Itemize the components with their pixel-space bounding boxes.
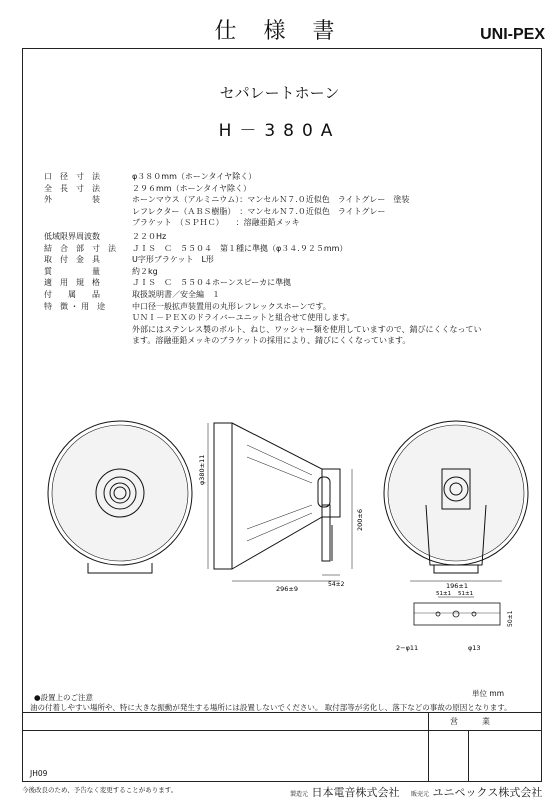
dim-200: 200±6 [356,509,364,531]
spec-label: 取 付 金 具 [44,255,100,265]
spec-value: 中口径一般拡声装置用の丸形レフレックスホーンです。 [132,301,331,311]
spec-value: 約２kg [132,266,158,276]
spec-value: 取扱説明書／安全編 １ [132,290,220,299]
page-title: 仕 様 書 [214,19,345,44]
brand-logo: UNI-PEX [480,26,545,43]
dim-196: 196±1 [446,582,468,590]
spec-label: 質 量 [44,266,100,276]
spec-value: ＵＮＩ－ＰＥＸのドライバーユニットと組合せて使用します。 [132,313,355,323]
side-view [208,423,352,581]
spec-value: レフレクター（ＡＢＳ樹脂） ：マンセルＮ７.０近似色 ライトグレー [132,206,386,216]
spec-label: 特 徴 ・ 用 途 [44,301,106,311]
spec-value: ＪＩＳ Ｃ ５５０４ホーンスピーカに準拠 [132,278,292,288]
maker-line [290,784,542,800]
model-number: H－380A [218,121,341,141]
dim-center: φ13 [468,644,481,652]
unit-label: 単位 mm [472,689,504,698]
dim-51b: 51±1 [458,591,474,597]
spec-value: ホーンマウス（アルミニウム）：マンセルＮ７.０近似色 ライトグレー 塗装 [132,195,410,205]
dim-51a: 51±1 [436,591,452,597]
spec-value: ２９６mm（ホーンタイヤ除く） [132,183,251,193]
doc-code: JH09 [30,769,48,778]
spec-value: ます。溶融亜鉛メッキのブラケットの採用により、錆びにくくなっています。 [132,336,411,346]
divider [22,730,542,731]
maker-name: 日本電音株式会社 [311,786,400,799]
divider [22,712,542,713]
spec-value: ブラケット （ＳＰＨＣ） ：溶融亜鉛メッキ [132,218,300,228]
spec-label: 結 合 部 寸 法 [44,243,116,253]
dim-54: 54±2 [328,581,345,588]
spec-value: φ３８０mm（ホーンタイヤ除く） [132,172,257,181]
spec-label: 口 径 寸 法 [44,172,100,181]
spec-label: 外 装 [44,195,100,205]
maker-label: 製造元 [290,791,309,798]
divider [468,730,469,782]
spec-value: 外部にはステンレス製のボルト、ねじ、ワッシャー類を使用していますので、錆びにくくなってい [132,324,482,334]
rear-view [384,421,528,573]
spec-value: ＪＩＳ Ｃ ５５０４ 第１種に準拠（φ３４.９２５mm） [132,243,348,253]
front-view [48,421,192,573]
footer-note: 今後改良のため、予告なく変更することがあります。 [22,786,178,794]
dept-label: 営 業 [450,717,490,726]
dim-diameter: φ380±11 [198,454,206,485]
spec-label: 適 用 規 格 [44,278,100,288]
spec-label: 付 属 品 [44,290,100,299]
product-drawing [22,405,542,665]
product-name: セパレートホーン [219,84,340,102]
install-text: 油の付着しやすい場所や、特に大きな振動が発生する場所には設置しないでください。 取付部等が劣化し、落下などの事故の原因となります。 [30,703,512,712]
dim-length: 296±9 [276,585,298,593]
spec-value: U字形ブラケット L形 [132,255,214,265]
spec-label: 低域限界周波数 [44,232,100,241]
seller-label: 販売元 [411,791,430,798]
dim-hole: 2−φ11 [396,644,419,652]
spec-label: 全 長 寸 法 [44,183,100,193]
spec-value: ２２０Hz [132,232,167,241]
dim-50: 50±1 [507,610,514,627]
install-heading: ●設置上のご注意 [34,693,94,702]
divider [428,712,429,782]
seller-name: ユニペックス株式会社 [432,786,543,799]
